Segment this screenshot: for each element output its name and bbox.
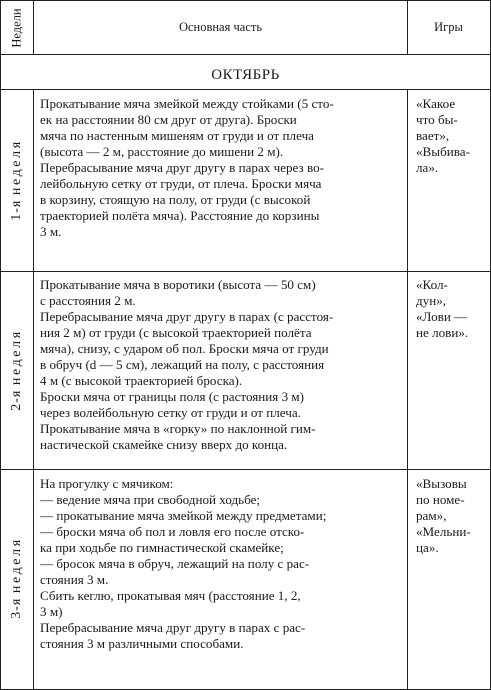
- text-line: Перебрасывание мяча друг другу в парах через во-: [40, 160, 324, 175]
- text-line: (высота — 2 м, расстояние до мишени 2 м).: [40, 144, 284, 159]
- text-line: с расстояния 2 м.: [40, 293, 136, 308]
- week-word: неделя: [9, 139, 24, 196]
- game-line: по номе-: [416, 492, 465, 507]
- row-divider-1: [0, 271, 491, 272]
- text-line: через волейбольную сетку от груди и от плеча.: [40, 405, 301, 420]
- week-label-3: [9, 537, 25, 619]
- weeks-column-header: Недели: [9, 8, 24, 48]
- text-line: Перебрасывание мяча друг другу в парах с рас-: [40, 620, 306, 635]
- game-line: «Выбива-: [416, 144, 470, 159]
- text-line: Перебрасывание мяча друг другу в парах (с расстоя-: [40, 309, 334, 324]
- month-title: ОКТЯБРЬ: [211, 67, 280, 83]
- header-divider: [0, 54, 491, 55]
- week-number: 2-я: [9, 389, 24, 411]
- text-line: — броски мяча об пол и ловля его после отско-: [40, 524, 305, 539]
- text-line: Сбить кеглю, прокатывая мяч (расстояние 1, 2,: [40, 588, 301, 603]
- week-word: неделя: [9, 537, 24, 594]
- text-line: в обруч (d — 5 см), лежащий на полу, с расстояния: [40, 357, 325, 372]
- col-divider-games: [407, 89, 408, 689]
- text-line: — ведение мяча при свободной ходьбе;: [40, 492, 261, 507]
- game-line: не лови».: [416, 325, 469, 340]
- game-line: «Кол-: [416, 277, 448, 292]
- games-3: [416, 476, 486, 556]
- main-content-1: [40, 96, 405, 240]
- main-content-3: [40, 476, 405, 652]
- text-line: Прокатывание мяча в воротики (высота — 50 см): [40, 277, 316, 292]
- text-line: 3 м.: [40, 224, 62, 239]
- text-line: ка при ходьбе по гимнастической скамейке;: [40, 540, 284, 555]
- col-divider-weeks: [33, 89, 34, 689]
- text-line: 3 м): [40, 604, 63, 619]
- text-line: лейбольную сетку от груди, от плеча. Броски мяча: [40, 176, 322, 191]
- games-2: [416, 277, 486, 341]
- game-line: «Вызовы: [416, 476, 467, 491]
- game-line: рам»,: [416, 508, 447, 523]
- game-line: вает»,: [416, 128, 450, 143]
- text-line: в корзину, стоящую на полу, от груди (с высокой: [40, 192, 311, 207]
- game-line: ла».: [416, 160, 439, 175]
- month-divider: [0, 89, 491, 90]
- text-line: стояния 3 м.: [40, 572, 109, 587]
- main-column-header: Основная часть: [178, 20, 263, 34]
- game-line: дун»,: [416, 293, 447, 308]
- week-label-1: [9, 139, 25, 221]
- game-line: «Мельни-: [416, 524, 471, 539]
- text-line: мяча по настенным мишеням от груди и от плеча: [40, 128, 314, 143]
- games-column-header: Игры: [434, 20, 463, 34]
- week-number: 3-я: [9, 597, 24, 619]
- text-line: На прогулку с мячиком:: [40, 476, 174, 491]
- text-line: мяча), снизу, с ударом об пол. Броски мяча от груди: [40, 341, 329, 356]
- main-content-2: [40, 277, 405, 453]
- row-divider-2: [0, 469, 491, 470]
- text-line: Прокатывание мяча в «горку» по наклонной гим-: [40, 421, 316, 436]
- text-line: стояния 3 м различными способами.: [40, 636, 244, 651]
- text-line: ния 2 м) от груди (с высокой траекторией полёта: [40, 325, 312, 340]
- text-line: — прокатывание мяча змейкой между предметами;: [40, 508, 327, 523]
- week-number: 1-я: [9, 199, 24, 221]
- text-line: ек на расстоянии 80 см друг от друга). Броски: [40, 112, 297, 127]
- week-label-2: [9, 329, 25, 411]
- text-line: — бросок мяча в обруч, лежащий на полу с рас-: [40, 556, 310, 571]
- games-1: [416, 96, 486, 176]
- text-line: Прокатывание мяча змейкой между стойками (5 сто-: [40, 96, 334, 111]
- game-line: «Какое: [416, 96, 456, 111]
- text-line: траекторией полёта мяча). Расстояние до корзины: [40, 208, 320, 223]
- game-line: что бы-: [416, 112, 458, 127]
- text-line: Броски мяча от границы поля (с растояния 3 м): [40, 389, 305, 404]
- text-line: 4 м (с высокой траекторией броска).: [40, 373, 243, 388]
- week-word: неделя: [9, 329, 24, 386]
- game-line: «Лови —: [416, 309, 468, 324]
- text-line: настической скамейке снизу вверх до конца.: [40, 437, 288, 452]
- game-line: ца».: [416, 540, 439, 555]
